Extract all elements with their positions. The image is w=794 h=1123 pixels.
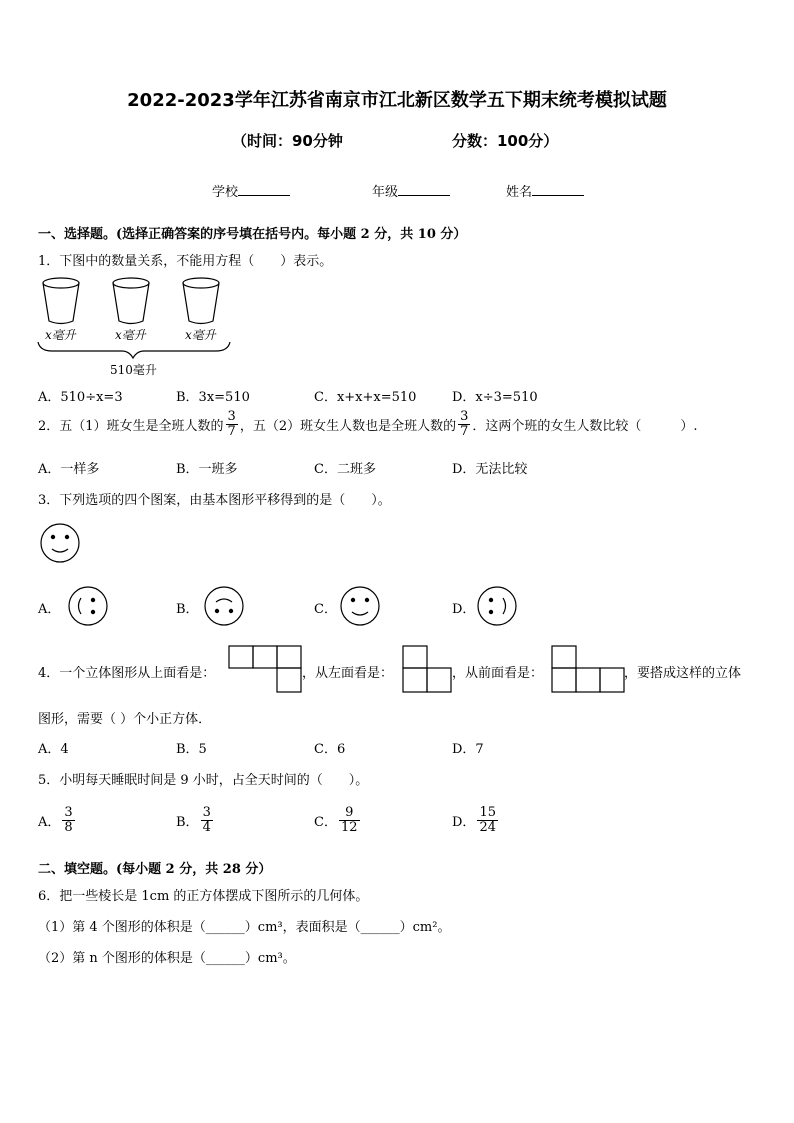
page-title: 2022-2023学年江苏省南京市江北新区数学五下期末统考模拟试题 [127, 90, 667, 111]
q3-option-a[interactable]: A． [38, 602, 61, 617]
top-view-grid [229, 646, 301, 692]
q4-option-b[interactable]: B．5 [176, 742, 207, 757]
q2-option-a[interactable]: A．一样多 [38, 462, 100, 477]
q2-part1: 2．五（1）班女生是全班人数的 [38, 418, 224, 434]
q3-option-c[interactable]: C． [314, 602, 337, 617]
q5-option-a[interactable]: A． $\frac{3}{8}$ [38, 805, 73, 835]
section1-heading: 一、选择题。(选择正确答案的序号填在括号内。每小题 2 分，共 10 分） [38, 227, 467, 242]
left-view-grid [403, 646, 451, 692]
q6-part2: （2）第 n 个图形的体积是（______）cm³。 [38, 951, 296, 966]
total-label: 510毫升 [110, 363, 157, 377]
exam-score: 分数：100分） [452, 132, 559, 150]
q4-part4: ，要搭成这样的立体 [624, 666, 742, 681]
q2-option-d[interactable]: D．无法比较 [452, 462, 528, 477]
cup-label: x毫升 [115, 328, 146, 342]
name-label: 姓名 [506, 185, 533, 200]
exam-time: （时间：90分钟 [232, 132, 343, 150]
q2-part3: ．这两个班的女生人数比较（ ）. [472, 418, 698, 434]
q4-part3: ，从前面看是： [452, 666, 544, 681]
school-label: 学校 [212, 185, 239, 200]
fraction: $\frac{15}{24}$ [479, 805, 496, 835]
q3-option-b[interactable]: B． [176, 602, 199, 617]
fraction: $\frac{3}{7}$ [460, 409, 469, 439]
q4-option-c[interactable]: C．6 [314, 742, 346, 757]
fraction: $\frac{3}{7}$ [227, 409, 236, 439]
q1-option-b[interactable]: B．3x=510 [176, 390, 250, 405]
q1-option-d[interactable]: D．x÷3=510 [452, 390, 538, 405]
q3-text: 3．下列选项的四个图案，由基本图形平移得到的是（ ）。 [38, 493, 391, 508]
cup-label: x毫升 [185, 328, 216, 342]
q1-option-c[interactable]: C．x+x+x=510 [314, 390, 417, 405]
q1-text: 1．下图中的数量关系，不能用方程（ ）表示。 [38, 254, 333, 269]
q3-option-d[interactable]: D． [452, 602, 476, 617]
fraction: $\frac{9}{12}$ [340, 805, 358, 835]
q4-option-a[interactable]: A．4 [38, 742, 69, 757]
q5-text: 5．小明每天睡眠时间是 9 小时，占全天时间的（ ）。 [38, 773, 369, 788]
fraction: $\frac{3}{8}$ [64, 805, 73, 835]
q4-part1: 4．一个立体图形从上面看是： [38, 666, 216, 681]
q4-option-d[interactable]: D．7 [452, 742, 484, 757]
q5-option-b[interactable]: B． $\frac{3}{4}$ [176, 805, 211, 835]
front-view-grid [552, 646, 624, 692]
q2-part2: ，五（2）班女生人数也是全班人数的 [239, 418, 457, 434]
q1-option-a[interactable]: A．510÷x=3 [38, 390, 123, 405]
fraction: $\frac{3}{4}$ [202, 805, 211, 835]
cup-label: x毫升 [45, 328, 76, 342]
q5-option-c[interactable]: C． $\frac{9}{12}$ [314, 805, 358, 835]
q4-part2: ，从左面看是： [302, 666, 394, 681]
q5-option-d[interactable]: D． $\frac{15}{24}$ [452, 805, 496, 835]
q6-text: 6．把一些棱长是 1cm 的正方体摆成下图所示的几何体。 [38, 889, 369, 904]
q4-line2: 图形，需要（ ）个小正方体． [38, 712, 212, 727]
q6-part1: （1）第 4 个图形的体积是（______）cm³，表面积是（______）cm²。 [38, 920, 451, 935]
grade-label: 年级 [372, 185, 399, 200]
q2-option-b[interactable]: B．一班多 [176, 462, 238, 477]
q2-option-c[interactable]: C．二班多 [314, 462, 376, 477]
section2-heading: 二、填空题。(每小题 2 分，共 28 分） [38, 862, 272, 877]
